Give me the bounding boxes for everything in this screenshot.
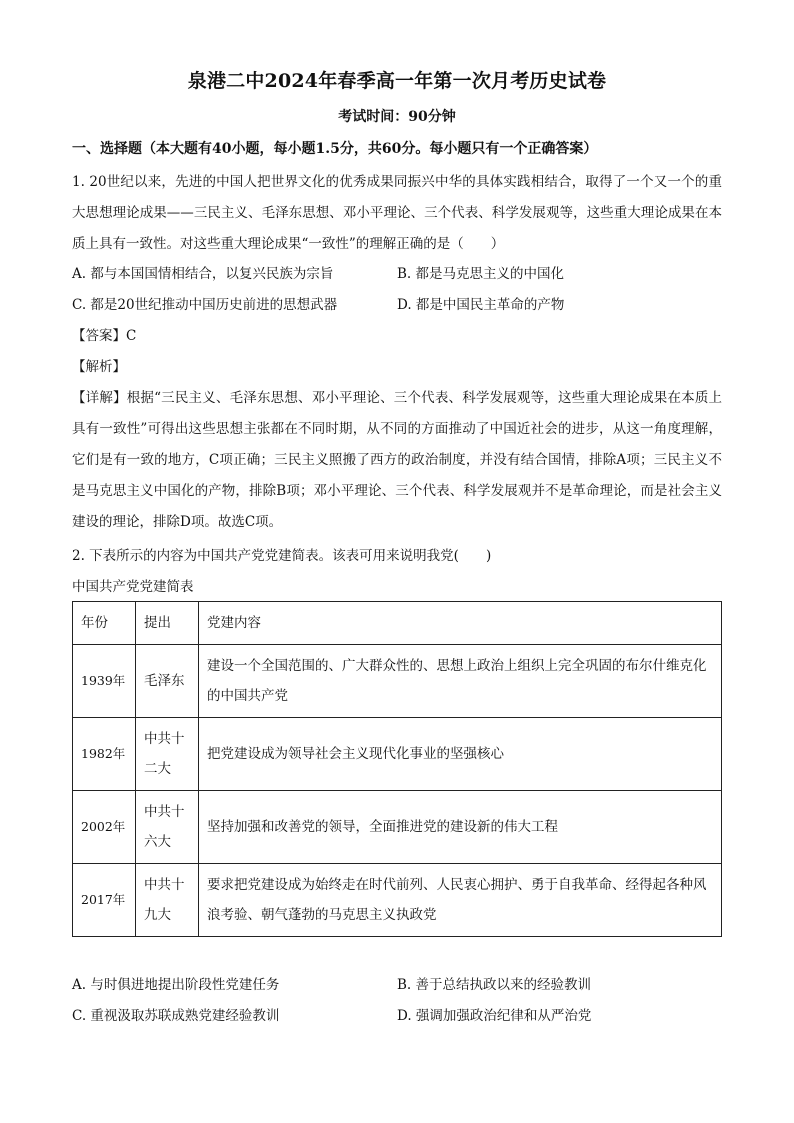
question-2-options-row-2 [72,1001,722,1032]
cell-content: 要求把党建设成为始终走在时代前列、人民衷心拥护、勇于自我革命、经得起各种风浪考验、朝气蓬勃的马克思主义执政党 [199,864,722,937]
detail-text: 根据“三民主义、毛泽东思想、邓小平理论、三个代表、科学发展观等，这些重大理论成果在本质上具有一致性”可得出这些思想主张都在不同时期，从不同的方面推动了中国近社会的进步，从这一角度理解，它们是有一致的地方，C项正确；三民主义照搬了西方的政治制度，并没有结合国情，排除A项；三民主义不是马克思主义中国化的产物，排除B项；邓小平理论、三个代表、科学发展观并不是革命理论，而是社会主义建设的理论，排除D项。故选C项。 [72,390,722,530]
table-caption: 中国共产党党建简表 [72,579,194,595]
cell-year: 2017年 [73,864,136,937]
exam-duration: 考试时间：90分钟 [338,109,456,125]
table-header-row [73,602,722,645]
q1-detail [72,383,722,538]
question-2-stem: 2. 下表所示的内容为中国共产党党建简表。该表可用来说明我党( ) [72,548,492,564]
exam-title: 泉港二中2024年春季高一年第一次月考历史试卷 [187,70,607,92]
header-content: 党建内容 [199,602,722,645]
cell-year: 1939年 [73,645,136,718]
answer-value: C [126,328,137,344]
answer-tag: 【答案】 [72,328,126,344]
q1-analysis-label [72,352,126,383]
cell-proposer: 毛泽东 [136,645,199,718]
q1-option-a[interactable]: A. 都与本国国情相结合，以复兴民族为宗旨 [72,266,334,282]
cell-year: 2002年 [73,791,136,864]
q2-option-b[interactable]: B. 善于总结执政以来的经验教训 [397,977,592,993]
question-1-options-row-2 [72,290,722,321]
q2-option-d[interactable]: D. 强调加强政治纪律和从严治党 [397,1008,592,1024]
q1-answer [72,321,136,352]
q1-option-b[interactable]: B. 都是马克思主义的中国化 [397,266,565,282]
q2-option-c[interactable]: C. 重视汲取苏联成熟党建经验教训 [72,1008,280,1024]
q1-option-d[interactable]: D. 都是中国民主革命的产物 [397,297,565,313]
table-row [73,645,722,718]
question-2-options-row-1 [72,970,722,1001]
cell-proposer: 中共十二大 [136,718,199,791]
table-row [73,864,722,937]
cell-proposer: 中共十九大 [136,864,199,937]
question-1-stem [72,167,722,260]
cell-content: 坚持加强和改善党的领导，全面推进党的建设新的伟大工程 [199,791,722,864]
question-1-text: 1. 20世纪以来，先进的中国人把世界文化的优秀成果同振兴中华的具体实践相结合，取得了一个又一个的重大思想理论成果——三民主义、毛泽东思想、邓小平理论、三个代表、科学发展观等，这些重大理论成果在本质上具有一致性。对这些重大理论成果“一致性”的理解正确的是（ ） [72,174,722,252]
cell-year: 1982年 [73,718,136,791]
analysis-tag: 【解析】 [72,359,126,375]
cell-proposer: 中共十六大 [136,791,199,864]
header-year: 年份 [73,602,136,645]
question-1-options-row-1 [72,259,722,290]
detail-tag: 【详解】 [72,390,127,406]
table-row [73,718,722,791]
section-heading: 一、选择题（本大题有40小题，每小题1.5分，共60分。每小题只有一个正确答案） [72,141,598,157]
cell-content: 建设一个全国范围的、广大群众性的、思想上政治上组织上完全巩固的布尔什维克化的中国共产党 [199,645,722,718]
party-building-table [72,601,722,937]
cell-content: 把党建设成为领导社会主义现代化事业的坚强核心 [199,718,722,791]
table-row [73,791,722,864]
header-proposer: 提出 [136,602,199,645]
q2-option-a[interactable]: A. 与时俱进地提出阶段性党建任务 [72,977,280,993]
q1-option-c[interactable]: C. 都是20世纪推动中国历史前进的思想武器 [72,297,338,313]
